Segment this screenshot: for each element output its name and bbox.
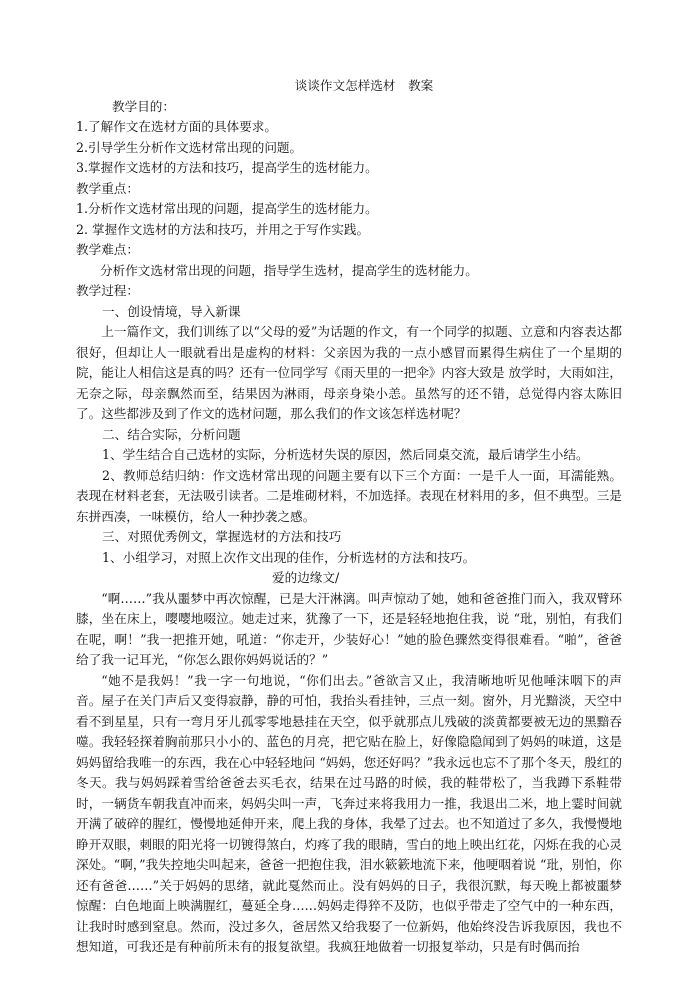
essay-paragraph-1: “啊……”我从噩梦中再次惊醒，已是大汗淋漓。叫声惊动了她，她和爸爸推门而入，我双臂环膝，坐在床上，嘤嘤地啜泣。她走过来，犹豫了一下，还是轻轻地抱住我，说 “玭，别怕，有我们在呢，啊！”我一把推开她，吼道：“你走开，少装好心！”她的脸色骤然变得很难看。“啪”，爸爸给了我一记耳光，“你怎么跟你妈妈说话的？” — [76, 590, 622, 667]
step1-paragraph: 上一篇作文，我们训练了以“父母的爱”为话题的作文，有一个同学的拟题、立意和内容表达都很好，但却让人一眼就看出是虚构的材料：父亲因为我的一点小感冒而累得生病住了一个星期的院，能让人相信这是真的吗？还有一位同学写《雨天里的一把伞》内容大致是 放学时，大雨如注，无奈之际，母亲飘然而至，结果因为淋雨，母亲身染小恙。虽然写的还不错，总觉得内容太陈旧了。这些都涉及到了作文的选材问题，那么我们的作文该怎样选材呢？ — [76, 324, 622, 421]
goal-heading: 教学目的： — [112, 98, 175, 114]
essay-title: 爱的边缘文/ — [272, 570, 340, 585]
goal-item-1: 1.了解作文在选材方面的具体要求。 — [76, 119, 277, 134]
process-heading: 教学过程： — [76, 283, 139, 298]
key-heading: 教学重点： — [76, 180, 139, 196]
step1-heading: 一、创设情境，导入新课 — [102, 303, 241, 319]
step2-item-1: 1、学生结合自己选材的实际，分析选材失误的原因，然后同桌交流，最后请学生小结。 — [102, 447, 589, 462]
step3-heading: 三、对照优秀例文，掌握选材的方法和技巧 — [102, 529, 342, 544]
difficulty-text: 分析作文选材常出现的问题，指导学生选材，提高学生的选材能力。 — [100, 262, 478, 278]
step2-heading: 二、结合实际，分析问题 — [102, 426, 241, 442]
difficulty-heading: 教学难点： — [76, 242, 139, 257]
goal-item-2: 2.引导学生分析作文选材常出现的问题。 — [76, 139, 303, 155]
step2-item-2: 2、教师总结归纳：作文选材常出现的问题主要有以下三个方面：一是千人一面，耳濡能熟。表现在材料老套，无法吸引读者。二是堆砌材料，不加选择。表现在材料用的多，但不典型。三是东拼西凑，一味模仿，给人一种抄袭之感。 — [76, 467, 622, 524]
key-item-2: 2. 掌握作文选材的方法和技巧，并用之于写作实践。 — [76, 221, 370, 237]
document-page — [76, 76, 622, 958]
essay-paragraph-2: “她不是我妈！”我一字一句地说，“你们出去。”爸欲言又止，我清晰地听见他唾沫咽下的声音。屋子在关门声后又变得寂静，静的可怕，我抬头看挂钟，三点一刻。窗外，月光黯淡，天空中看不到星星，只有一弯月牙儿孤零零地悬挂在天空，似乎就那点儿残破的淡黄都要被无边的黑黯吞噬。我轻轻探着胸前那只小小的、蓝色的月亮，把它贴在脸上，好像隐隐闻到了妈妈的味道，这是妈妈留给我唯一的东西，我在心中轻轻地问 “妈妈，您还好吗？”我永远也忘不了那个冬天，殷红的冬天。我与妈妈踩着雪给爸爸去买毛衣，结果在过马路的时候，我的鞋带松了，当我蹲下系鞋带时，一辆货车朝我直冲而来，妈妈尖叫一声，飞奔过来将我用力一推，我退出二米，地上霎时间就开满了破碎的腥红，慢慢地延伸开来，爬上我的身体，我晕了过去。也不知道过了多久，我慢慢地睁开双眼，刺眼的阳光将一切镀得煞白，灼疼了我的眼睛，雪白的地上映出红花，闪烁在我的心灵深处。“啊，”我失控地尖叫起来，爸爸一把抱住我，泪水簌簌地流下来，他哽咽着说 “玭，别怕，你还有爸爸……”关于妈妈的思绪，就此戛然而止。没有妈妈的日子，我很沉默，每天晚上都被噩梦惊醒：白色地面上映满腥红，蔓延全身……妈妈走得猝不及防，也似乎带走了空气中的一种东西，让我时时感到窒息。然而，没过多久，爸居然又给我娶了一位新妈，他始终没告诉我原因，我也不想知道，可我还是有种前所未有的报复欲望。我疯狂地做着一切报复举动，只是有时偶而抬 — [76, 672, 622, 954]
document-title: 谈谈作文怎样选材 教案 — [294, 78, 434, 93]
key-item-1: 1.分析作文选材常出现的问题，提高学生的选材能力。 — [76, 201, 378, 216]
step3-item-1: 1、小组学习，对照上次作文出现的佳作，分析选材的方法和技巧。 — [102, 549, 476, 565]
goal-item-3: 3.掌握作文选材的方法和技巧，提高学生的选材能力。 — [76, 160, 378, 175]
